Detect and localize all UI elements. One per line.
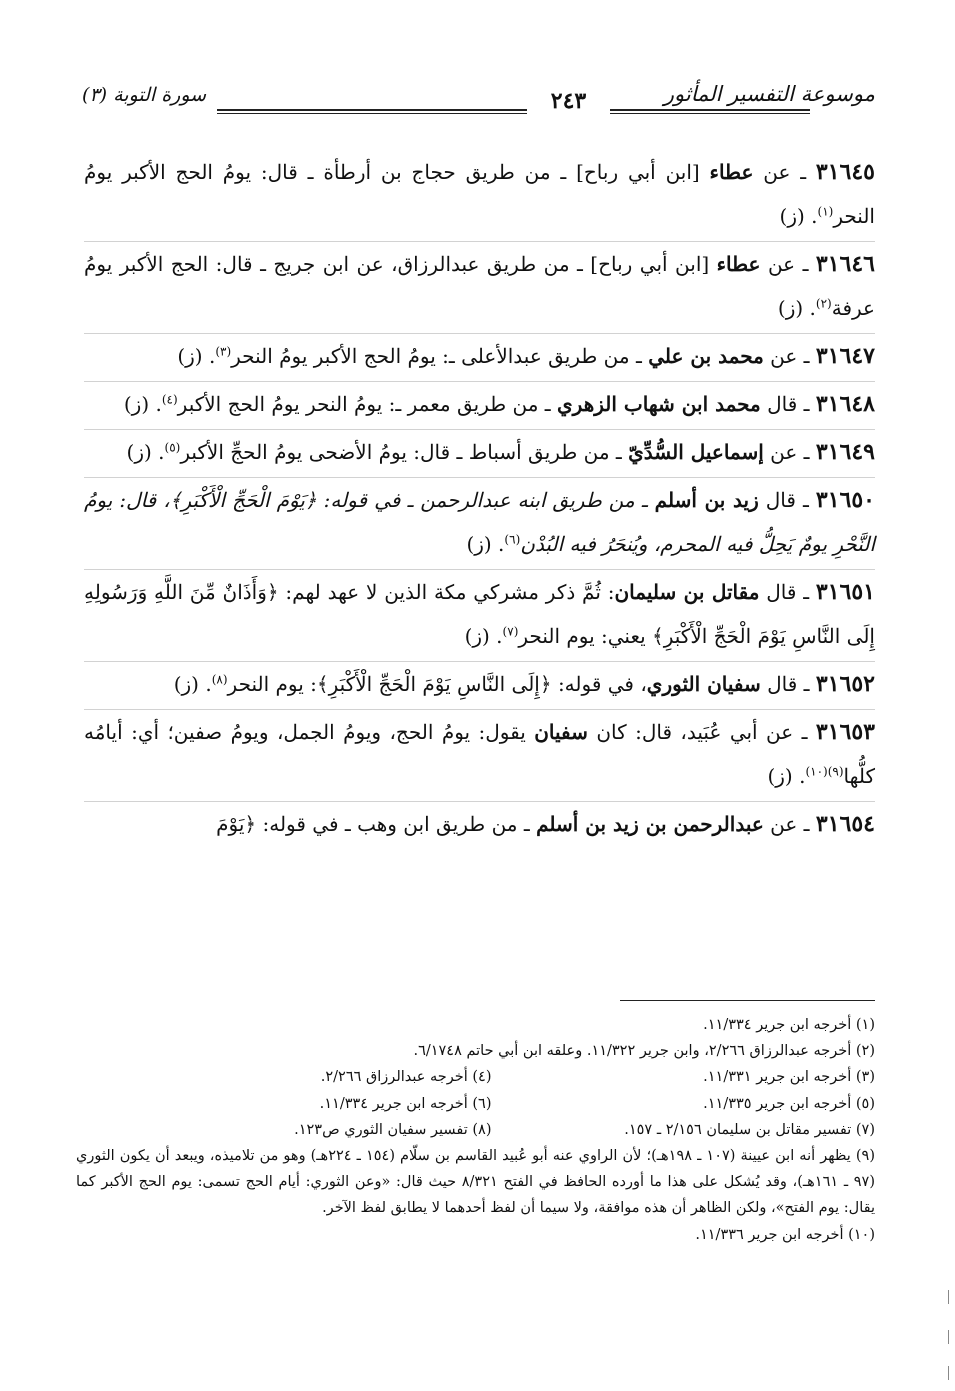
entry-end: . (ز) (777, 296, 816, 320)
footnote-row (76, 1091, 875, 1117)
entry-prefix: ـ عن (760, 252, 816, 276)
entry-text: ـ من طريق معمر ـ: يومُ النحر يومُ الحج الأكبر (177, 392, 558, 416)
footnote-ref[interactable]: (٦) (504, 532, 521, 547)
entry-31654 (84, 802, 875, 849)
entry-text: [ابن أبي رباح] ـ من طريق عبدالرزاق، عن ابن جريج ـ قال: الحج الأكبر يومُ عرفة (84, 252, 875, 320)
footnote-row (76, 1117, 875, 1143)
footnote-ref[interactable]: (١) (817, 204, 834, 219)
footnote-ref[interactable]: (٥) (164, 440, 181, 455)
footnote-9: (٩) يظهر أنه ابن عيينة (١٠٧ ـ ١٩٨هـ)؛ لأن الراوي عنه أبو عُبيد القاسم بن سلّام (١٥٤ ـ ٢٢٤هـ) وهو من تلاميذه، ويبعد أن يكون الثوري (٩٧ ـ ١٦١هـ)، وقد يُشكل على هذا ما أورده الحافظ في الفتح ٨/٣٢١ حيث قال: «وعن الثوري: أيام الحج تسمى: يوم الحج الأكبر كما يقال: يوم الفتح»، ولكن الظاهر أن هذه موافقة، ولا سيما أن لفظ أحدهما لا يطابق لفظ الآخر. (76, 1148, 876, 1217)
footnote-ref[interactable]: (٨) (211, 672, 228, 687)
header-surah: سورة التوبة (٣) (82, 84, 207, 106)
entry-text: ـ من طريق عبدالأعلى ـ: يومُ الحج الأكبر يومُ النحر (231, 344, 649, 368)
entry-31653 (84, 710, 875, 802)
entry-text: يقول: يومُ الحج، ويومُ الجمل، ويومُ صفين؛ أي: أيامُه كلُّها (84, 720, 875, 788)
narrator-name: عبدالرحمن بن زيد بن أسلم (536, 812, 764, 836)
entry-text: ـ من طريق ابن وهب ـ في قوله: ﴿يَوْمَ (216, 812, 537, 836)
entry-text: [ابن أبي رباح] ـ من طريق حجاج بن أرطأة ـ قال: يومُ الحج الأكبر يومُ النحر (84, 160, 875, 228)
footnote-ref[interactable]: (٧) (502, 624, 519, 639)
entry-end: . (ز) (466, 532, 505, 556)
footnote-6: (٦) أخرجه ابن جرير ١١/٣٣٤. (319, 1095, 492, 1112)
entry-31652 (84, 662, 875, 710)
entry-end: . (ز) (173, 672, 212, 696)
entry-number: ٣١٦٥١ (815, 579, 875, 605)
entry-number: ٣١٦٥٤ (815, 811, 875, 837)
entry-end: . (ز) (779, 204, 818, 228)
footnote-separator (620, 1000, 875, 1001)
margin-mark (948, 1366, 949, 1380)
narrator-name: مقاتل بن سليمان (614, 580, 760, 604)
margin-mark (948, 1330, 949, 1344)
entry-end: . (ز) (464, 624, 503, 648)
footnote-8: (٨) تفسير سفيان الثوري ص١٢٣. (294, 1121, 492, 1138)
entry-end: . (ز) (767, 764, 806, 788)
entry-31648 (84, 382, 875, 430)
entry-prefix: ـ قال (759, 580, 816, 604)
entry-prefix: ـ عن (763, 812, 816, 836)
page-number: ٢٤٣ (550, 88, 587, 114)
footnote-1: (١) أخرجه ابن جرير ١١/٣٣٤. (703, 1017, 875, 1033)
entry-31645 (84, 150, 875, 242)
footnote-10: (١٠) أخرجه ابن جرير ١١/٣٣٦. (695, 1226, 875, 1243)
entry-number: ٣١٦٤٦ (815, 251, 875, 277)
footnote-3: (٣) أخرجه ابن جرير ١١/٣٣١. (703, 1069, 875, 1086)
footnote-ref[interactable]: (٣) (215, 344, 232, 359)
entry-text: ـ من طريق أسباط ـ قال: يومُ الأضحى يومُ الحجِّ الأكبر (180, 440, 629, 464)
narrator-name: سفيان الثوري (646, 672, 761, 696)
entry-end: . (ز) (126, 440, 165, 464)
narrator-name: إسماعيل السُّدِّيّ (628, 440, 764, 464)
narrator-name: عطاء (716, 252, 761, 276)
narrator-name: سفيان (534, 720, 588, 744)
entry-31649 (84, 430, 875, 478)
entry-number: ٣١٦٤٩ (815, 439, 875, 465)
running-header (82, 82, 875, 122)
entry-31651 (84, 570, 875, 662)
narrator-name: زيد بن أسلم (654, 488, 759, 512)
footnote-ref[interactable]: (٤) (161, 392, 178, 407)
footnote-5: (٥) أخرجه ابن جرير ١١/٣٣٥. (703, 1095, 875, 1112)
narrator-name: محمد ابن شهاب الزهري (557, 392, 761, 416)
entry-prefix: ـ قال (760, 392, 816, 416)
entry-prefix: ـ عن (763, 344, 816, 368)
header-rule-right (610, 109, 810, 111)
entry-31646 (84, 242, 875, 334)
footnote-4: (٤) أخرجه عبدالرزاق ٢/٢٦٦. (320, 1069, 492, 1086)
narrator-name: محمد بن علي (648, 344, 764, 368)
entry-prefix: ـ عن (753, 160, 816, 184)
entry-end: . (ز) (177, 344, 216, 368)
entry-prefix: ـ عن (763, 440, 816, 464)
narrator-name: عطاء (709, 160, 754, 184)
header-book-title: موسوعة التفسير المأثور (663, 82, 875, 106)
entry-number: ٣١٦٤٥ (815, 159, 875, 185)
footnote-2: (٢) أخرجه عبدالرزاق ٢/٢٦٦، وابن جرير ١١/٣٢٢. وعلقه ابن أبي حاتم ٦/١٧٤٨. (413, 1043, 875, 1060)
entry-31650 (84, 478, 875, 570)
footnotes (76, 1012, 875, 1248)
footnote-7: (٧) تفسير مقاتل بن سليمان ٢/١٥٦ ـ ١٥٧. (624, 1121, 875, 1138)
entry-text: : ثُمَّ ذكر مشركي مكة الذين لا عهد لهم: ﴿وَأَذَانٌ مِّنَ اللَّهِ وَرَسُولِهِ إِلَى النَّاسِ يَوْمَ الْحَجِّ الْأَكْبَرِ﴾ يعني: يوم النحر (84, 580, 875, 648)
entry-number: ٣١٦٤٨ (815, 391, 875, 417)
footnote-ref[interactable]: (٢) (815, 296, 832, 311)
header-rule-left (217, 109, 527, 111)
entry-prefix: ـ عن أبي عُبَيد، قال: كان (587, 720, 816, 744)
entry-number: ٣١٦٥٣ (815, 719, 875, 745)
entry-text: ـ من طريق ابنه عبدالرحمن ـ في قوله: ﴿يَوْمَ الْحَجِّ الْأَكْبَرِ﴾، قال: يومُ النَّحْرِ يومٌ يَحِلُّ فيه المحرم، ويُنحَرُ فيه البُدْن (84, 488, 875, 556)
margin-mark (948, 1290, 949, 1304)
entry-text: ، في قوله: ﴿إِلَى النَّاسِ يَوْمَ الْحَجِّ الْأَكْبَرِ﴾: يوم النحر (227, 672, 647, 696)
entry-number: ٣١٦٤٧ (815, 343, 875, 369)
entry-number: ٣١٦٥٠ (815, 487, 875, 513)
entry-31647 (84, 334, 875, 382)
entries-list (84, 150, 875, 849)
footnote-row (76, 1064, 875, 1090)
entry-prefix: ـ قال (760, 672, 816, 696)
footnote-ref[interactable]: (٩)(١٠) (805, 764, 844, 779)
entry-number: ٣١٦٥٢ (815, 671, 875, 697)
entry-end: . (ز) (123, 392, 162, 416)
entry-prefix: ـ قال (758, 488, 816, 512)
